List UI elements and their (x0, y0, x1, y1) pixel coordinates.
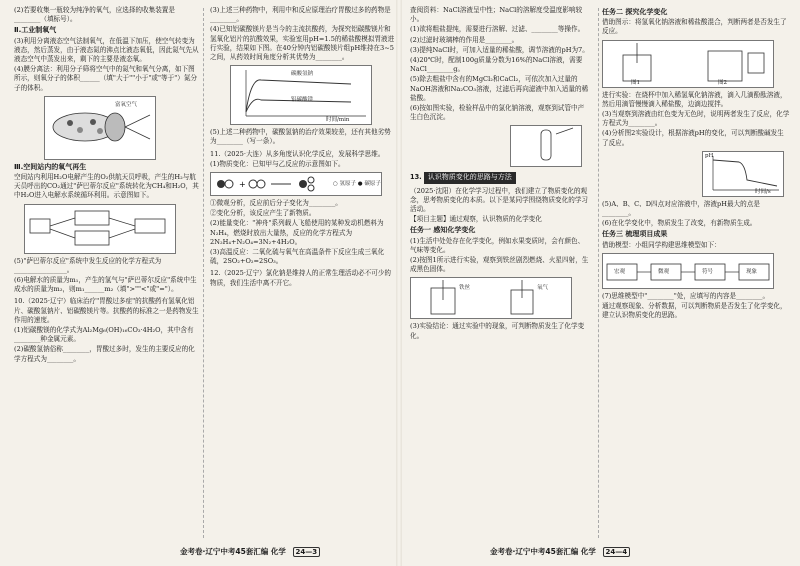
paragraph: 查阅资料：NaCl溶液呈中性；NaCl的溶解度受温度影响较小。 (410, 6, 583, 24)
task-header: 【项目主题】通过观察，认识物质的化学变化 (410, 215, 542, 224)
figure-label: 铁丝 (459, 285, 471, 292)
series-label: 碳酸氢钠 (291, 71, 314, 78)
page-number: 24—3 (293, 547, 321, 557)
ph-time-curve (703, 152, 783, 196)
section-heading: Ⅱ.工业制氧气 (14, 26, 57, 35)
question-5: (5)"萨巴蒂尔反应"系统中发生反应的化学方程式为________________。 (14, 256, 162, 274)
footer-left (180, 546, 320, 562)
question-11-1b: ②变化分析，该反应产生了新物质。 (210, 209, 316, 218)
task-1-part-1: (1)生活中处处存在化学变化，例如水果变质时，会有颜色、气味等变化。 (410, 236, 585, 254)
axis-label: pH (705, 152, 714, 159)
question-2: (2)若要收集一瓶较为纯净的氧气，应选择的收集装置是________（填标号）。 (14, 6, 175, 24)
paragraph: 空间站内利用H₂O电解产生的O₂供航天员呼吸，产生的H₂与航天员呼出的CO₂通过"萨巴蒂尔反应"系统转化为CH₄和H₂O，其中H₂O进入电解水系统循环利用。示意图如下。 (14, 173, 199, 200)
column-divider (598, 8, 599, 538)
question-12: 12.（2025·辽宁）氯化钠是维持人的正常生理活动必不可少的物质，我们生活中离不开它。 (210, 269, 392, 287)
question-3: (3)上述三种药物中，利用中和反应原理治疗胃酸过多的药物是________。 (210, 6, 391, 24)
question-11-1a: ①微观分析，反应前后分子变化为________。 (210, 199, 342, 208)
question-10-2: (2)碳酸氢钠俗称________，胃酸过多时，发生的主要反应的化学方程式为________。 (14, 345, 195, 363)
column-4 (602, 6, 790, 546)
membrane-diagram (45, 97, 155, 159)
beaker-figures (603, 41, 773, 87)
task-2-figures (602, 40, 774, 88)
model-node: 微观 (658, 268, 670, 275)
task-heading: 任务三 梳理项目成果 (602, 230, 668, 239)
particle-diagram (210, 172, 382, 196)
test-tube-figure (510, 125, 582, 167)
page-number: 24—4 (603, 547, 631, 557)
membrane-figure (44, 96, 156, 160)
task-3-part-7: (7)思维模型中"________"处，应填写的内容是________。 (602, 291, 770, 300)
question-4: (4)膜分离法：利用分子筛将空气中的氮气和氧气分离，如下图所示，则氧分子的体积______（填"大于""小于"或"等于"）氮分子的体积。 (14, 65, 198, 92)
question-2: (2)过滤时玻璃棒的作用是________。 (410, 35, 519, 44)
task-heading: 任务一 感知化学变化 (410, 226, 476, 235)
question-10: 10.（2025·辽宁）临床治疗"胃酸过多症"的抗酸药有氢氧化铝片、碳酸氢钠片、铝碳酸镁片等。抗酸药的标准之一是药物发生作用的速度。 (14, 297, 199, 324)
question-4: (4)已知铝碳酸镁片是当今的主流抗酸药，为探究铝碳酸镁片和氢氧化铝片的抗酸效果，实验室用pH=1.5的稀盐酸模拟胃液进行实验，结果如下图。在40分钟内铝碳酸镁片组pH维持在3~5之间，从药效时间角度分析其优势为________。 (210, 25, 395, 62)
model-node: 宏观 (614, 268, 626, 275)
svg-text:+: + (239, 180, 246, 190)
task-1-part-3: (3)实验结论：通过实验中的现象，可判断物质发生了化学变化。 (410, 322, 585, 340)
reaction-particles (211, 173, 331, 195)
task-heading: 任务二 探究化学变化 (602, 8, 668, 16)
legend: ○ 氢原子 ● 碳原子 (333, 181, 381, 188)
model-node: 现象 (746, 268, 758, 275)
question-6: (6)按如图实验，检验样品中的氯化钠溶液，观察到试管中产生白色沉淀。 (410, 104, 585, 122)
question-10-1: (1)铝碳酸镁的化学式为Al₂Mg₆(OH)₁₆CO₃·4H₂O，其中含有________种金属元素。 (14, 326, 194, 344)
question-5: (5)上述二种药物中，碳酸氢钠的治疗效果较差，还有其他劣势为________（写一条）。 (210, 128, 391, 146)
question-3: (3)提纯NaCl时，可加入适量的稀盐酸，调节溶液的pH为7。 (410, 45, 589, 54)
figure-label: 氧气 (537, 285, 549, 292)
test-tube (511, 126, 581, 166)
axis-label: 时间/min (326, 117, 350, 124)
task-1-part-2: (2)按图1所示进行实验，观察到铁丝剧烈燃烧、火星四射，生成黑色固体。 (410, 256, 589, 274)
ph-time-chart (702, 151, 784, 197)
question-number: 13. (410, 173, 422, 182)
paragraph: (3)利用分离液态空气法制氧气，在低温下加压，使空气转变为液态，然后蒸发，由于液态氮的沸点比液态氧低，因此氮气先从液态空气中蒸发出来，剩下的主要是液态氧。 (14, 36, 199, 64)
task-2-part-3: (3)当观察到溶液由红色变为无色时，说明两者发生了反应，化学方程式为________。 (602, 110, 790, 128)
column-3 (410, 6, 590, 546)
column-2 (210, 6, 395, 546)
figure-label: 富氧空气 (115, 101, 138, 108)
cycle-diagram (25, 205, 175, 253)
question-11-2: (2)能量变化："神舟"系列载人飞船使用的某种发动机燃料为N₂H₄，燃烧时放出大量热，反应的化学方程式为2N₂H₄+N₂O₄=3N₂+4H₂O。 (210, 219, 384, 246)
figure-caption: 图1 (631, 79, 640, 86)
question-11: 11.（2025·大连）从多角度认识化学反应，发展科学思维。 (210, 149, 385, 158)
ph-chart (230, 65, 372, 125)
task-2-intro: 借助图示：将氢氧化钠溶液和稀盐酸混合，判断两者是否发生了反应。 (602, 18, 787, 36)
footer-title: 金考卷·辽宁中考45套汇编 化学 (180, 547, 286, 556)
question-5: (5)除去粗盐中含有的MgCl₂和CaCl₂，可依次加入过量的NaOH溶液和Na₂CO₃溶液，过滤后再向滤液中加入适量的稀盐酸。 (410, 75, 589, 102)
question-13-header (410, 170, 590, 185)
section-banner: 认识物质变化的思路与方法 (424, 172, 516, 183)
question-11-3: (3)高温反应：二氧化硫与氧气在高温条件下反应生成三氧化硫，2SO₂+O₂=2SO₃。 (210, 248, 385, 266)
task-2-part-2: 进行实验：在烧杯中加入稀氢氧化钠溶液，滴入几滴酚酞溶液，然后用滴管慢慢滴入稀盐酸，边滴边搅拌。 (602, 90, 787, 108)
column-1 (14, 6, 199, 546)
thinking-model (602, 253, 774, 289)
question-13-intro: （2025·沈阳）在化学学习过程中，我们建立了物质变化的观念，思考物质变化的本质。以下是某同学围绕物质变化的学习活动。 (410, 186, 589, 214)
question-6: (6)电解水的质量为m₁，产生的氢气与"萨巴蒂尔反应"系统中生成水的质量为m₂，则m₁______m₂（填">""<"或"="）。 (14, 276, 197, 294)
experiment-figure (410, 277, 572, 319)
task-2-part-6: (6)在化学变化中，物质发生了改变，有新物质生成。 (602, 219, 757, 228)
axis-label: 时间/s (755, 188, 771, 195)
task-3-intro: 借助模型：小组同学构建思维模型如下： (602, 240, 721, 249)
footer-title: 金考卷·辽宁中考45套汇编 化学 (490, 547, 596, 556)
section-heading: Ⅲ.空间站内的氧气再生 (14, 162, 87, 171)
footer-right (490, 546, 630, 562)
model-node: 符号 (702, 268, 714, 275)
question-1: (1)欲将粗盐提纯，需要进行溶解、过滤、________等操作。 (410, 25, 585, 34)
page-fold (396, 0, 402, 566)
flow-diagram (24, 204, 176, 254)
question-4: (4)20℃时，配制100g质量分数为16%的NaCl溶液，需要NaCl________g。 (410, 56, 583, 74)
task-3-conclusion: 通过观察现象、分析数据，可以判断物质是否发生了化学变化，建立认识物质变化的思路。 (602, 302, 787, 320)
task-2-part-5: (5)A、B、C、D四点对应溶液中，溶液pH最大的点是________。 (602, 199, 760, 218)
series-label: 铝碳酸镁 (291, 97, 314, 104)
question-11-1: (1)物质变化：已知甲与乙反应的示意图如下。 (210, 159, 345, 168)
figure-caption: 图2 (718, 79, 727, 86)
task-2-part-4: (4)分析图2实验设计，根据溶液pH的变化，可以判断酸碱发生了反应。 (602, 129, 784, 147)
column-divider (203, 8, 204, 538)
